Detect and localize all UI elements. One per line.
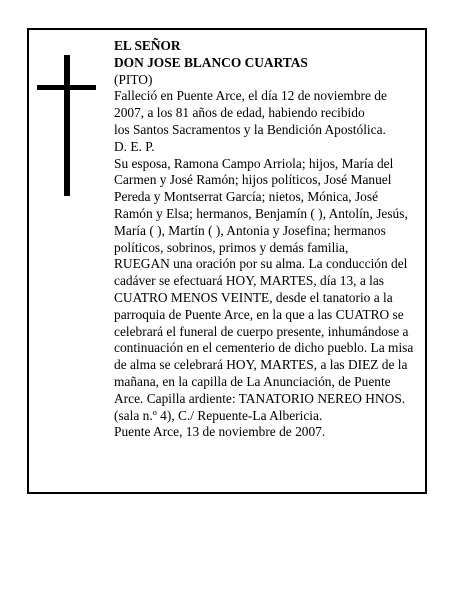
- text-line: (sala n.º 4), C./ Repuente-La Albericia.: [114, 407, 323, 423]
- title-line-2: DON JOSE BLANCO CUARTAS: [114, 54, 308, 70]
- text-line: mañana, en la capilla de La Anunciación, de Puente: [114, 373, 391, 389]
- text-line: D. E. P.: [114, 138, 155, 154]
- text-line: Carmen y José Ramón; hijos políticos, José Manuel: [114, 172, 392, 188]
- text-line: parroquia de Puente Arce, en la que a las CUATRO se: [114, 306, 404, 322]
- text-line: María ( ), Martín ( ), Antonia y Josefina; hermanos: [114, 222, 386, 238]
- text-line: RUEGAN una oración por su alma. La conducción del: [114, 256, 408, 272]
- text-line: Puente Arce, 13 de noviembre de 2007.: [114, 424, 326, 440]
- text-line: continuación en el cementerio de dicho pueblo. La misa: [114, 340, 414, 356]
- text-line: Arce. Capilla ardiente: TANATORIO NEREO HNOS.: [114, 390, 406, 406]
- text-line: Falleció en Puente Arce, el día 12 de noviembre de: [114, 88, 387, 104]
- title-line-1: EL SEÑOR: [114, 38, 181, 53]
- obituary-text: [114, 38, 419, 441]
- text-line: cadáver se efectuará HOY, MARTES, día 13, a las: [114, 273, 385, 289]
- cross-icon-bar: [37, 85, 96, 90]
- text-line: 2007, a los 81 años de edad, habiendo recibido: [114, 105, 365, 121]
- text-line: políticos, sobrinos, primos y demás familia,: [114, 239, 349, 255]
- text-line: los Santos Sacramentos y la Bendición Apostólica.: [114, 121, 386, 137]
- text-line: Pereda y Montserrat García; nietos, Mónica, José: [114, 189, 379, 205]
- text-line: Su esposa, Ramona Campo Arriola; hijos, María del: [114, 155, 394, 171]
- text-line: Ramón y Elsa; hermanos, Benjamín ( ), Antolín, Jesús,: [114, 205, 408, 221]
- cross-icon: [64, 55, 70, 196]
- text-line: de alma se celebrará HOY, MARTES, a las DIEZ de la: [114, 357, 408, 373]
- text-line: CUATRO MENOS VEINTE, desde el tanatorio a la: [114, 289, 393, 305]
- nickname: (PITO): [114, 71, 153, 87]
- text-line: celebrará el funeral de cuerpo presente, inhumándose a: [114, 323, 409, 339]
